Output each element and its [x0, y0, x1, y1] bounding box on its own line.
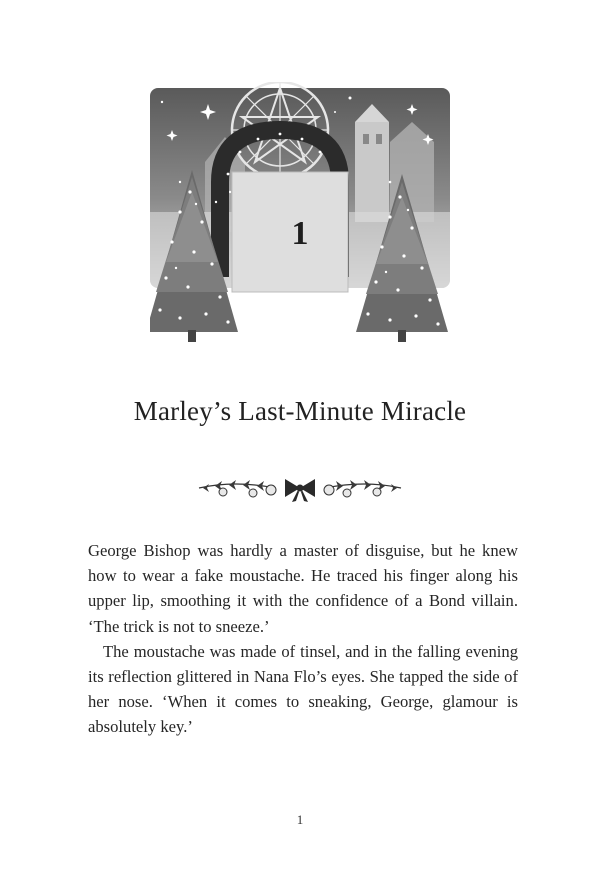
garland-ornament	[195, 470, 405, 506]
body-text	[88, 538, 518, 740]
chapter-title: Marley’s Last-Minute Miracle	[133, 396, 467, 426]
door-panel	[232, 172, 348, 292]
chapter-illustration	[150, 82, 450, 344]
chapter-number: 1	[291, 215, 309, 252]
paragraph: George Bishop was hardly a master of disguise, but he knew how to wear a fake moustache. He traced his finger along his upper lip, smoothing it with the confidence of a Bond villain. ‘The trick is not to sneeze.’	[88, 541, 518, 636]
holly-garland-icon	[195, 470, 405, 506]
page-number: 1	[296, 812, 304, 827]
winter-archway-scene	[150, 82, 450, 344]
castle-tower	[355, 122, 389, 222]
paragraph: The moustache was made of tinsel, and in the falling evening its reflection glittered in Nana Flo’s eyes. She tapped the side of her nose. ‘When it comes to sneaking, George, glamour is absolutely key.’	[88, 641, 518, 737]
